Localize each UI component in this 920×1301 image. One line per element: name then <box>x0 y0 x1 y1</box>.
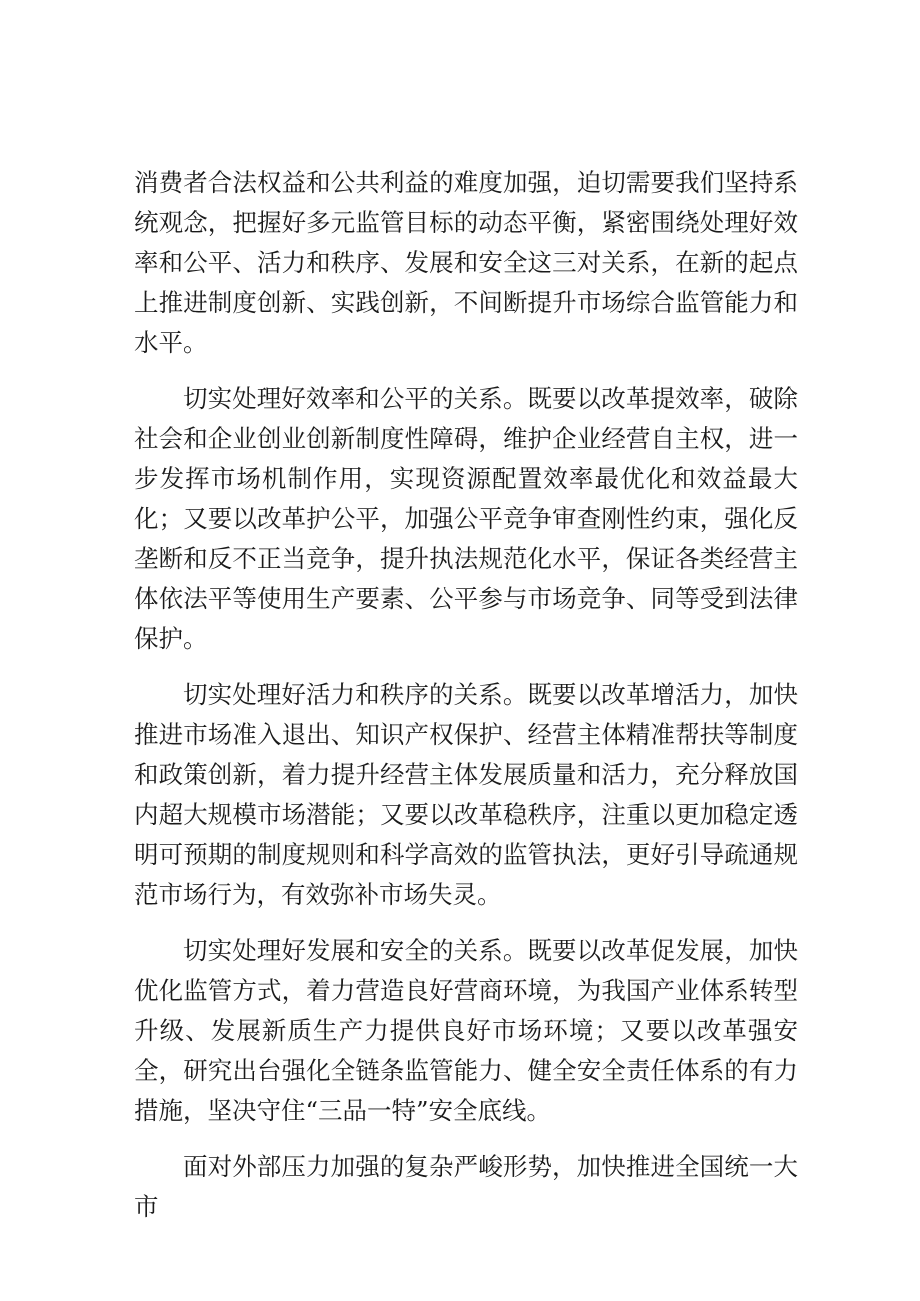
document-body <box>134 163 798 1243</box>
paragraph-1: 消费者合法权益和公共利益的难度加强，迫切需要我们坚持系统观念，把握好多元监管目标的动态平衡，紧密围绕处理好效率和公平、活力和秩序、发展和安全这三对关系，在新的起点上推进制度创新、实践创新，不间断提升市场综合监管能力和水平。 <box>134 168 798 357</box>
paragraph-5: 面对外部压力加强的复杂严峻形势，加快推进全国统一大市 <box>134 1152 798 1221</box>
paragraph-3: 切实处理好活力和秩序的关系。既要以改革增活力，加快推进市场准入退出、知识产权保护、经营主体精准帮扶等制度和政策创新，着力提升经营主体发展质量和活力，充分释放国内超大规模市场潜能；又要以改革稳秩序，注重以更加稳定透明可预期的制度规则和科学高效的监管执法，更好引导疏通规范市场行为，有效弥补市场失灵。 <box>134 680 798 909</box>
paragraph-2: 切实处理好效率和公平的关系。既要以改革提效率，破除社会和企业创业创新制度性障碍，维护企业经营自主权，进一步发挥市场机制作用，实现资源配置效率最优化和效益最大化；又要以改革护公平，加强公平竞争审查刚性约束，强化反垄断和反不正当竞争，提升执法规范化水平，保证各类经营主体依法平等使用生产要素、公平参与市场竞争、同等受到法律保护。 <box>134 384 798 653</box>
paragraph-4: 切实处理好发展和安全的关系。既要以改革促发展，加快优化监管方式，着力营造良好营商环境，为我国产业体系转型升级、发展新质生产力提供良好市场环境；又要以改革强安全，研究出台强化全链条监管能力、健全安全责任体系的有力措施，坚决守住“三品一特”安全底线。 <box>134 936 798 1125</box>
